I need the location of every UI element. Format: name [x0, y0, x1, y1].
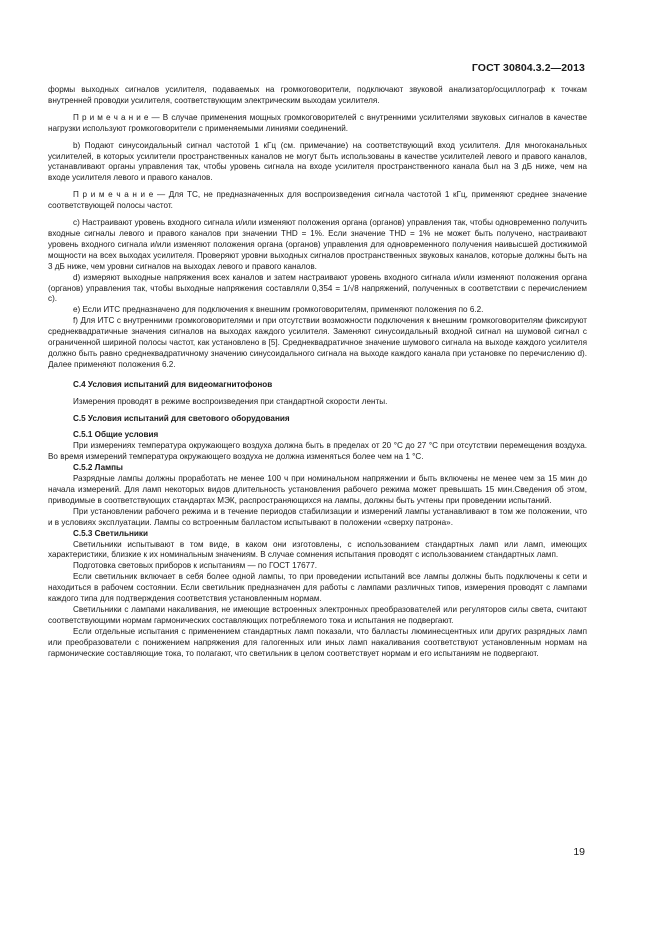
- paragraph: Светильники испытывают в том виде, в каком они изготовлены, с использованием стандартных ламп или ламп, имеющих характеристики, близкие к их номинальным значениям. В случае сомнения испытания проводят с использованием стандартных ламп.: [48, 539, 587, 560]
- section-heading: С.5 Условия испытаний для светового оборудования: [73, 413, 290, 423]
- paragraph: Если светильник включает в себя более одной лампы, то при проведении испытаний все лампы должны быть подключены к сети и находиться в рабочем состоянии. Если светильник предназначен для работы с лампами различных типов, измерения проводят с лампами каждого типа для подтверждения соответствия установленным нормам.: [48, 572, 587, 604]
- paragraph: Если отдельные испытания с применением стандартных ламп показали, что балласты люминесцентных или других разрядных ламп или преобразователи с понижением напряжения для галогенных или иных ламп накаливания соответствуют установленным нормам на гармонические составляющие тока, то полагают, что светильник в целом соответствует нормам и его испытаниям не подвергают.: [48, 626, 587, 658]
- paragraph: c) Настраивают уровень входного сигнала и/или изменяют положения органа (органов) управления так, чтобы одновременно получить входные сигналы левого и правого каналов при значении THD = 1%. Если значение THD = 1% не может быть получено, настраивают уровень входного сигнала и/или изменяют положения органа (органов) управления для одновременного получения наивысшей достижимой мощности на всех выходах усилителя. Проверяют уровни выходных сигналов пространственных звуковых каналов, которые должны быть на 3 дБ ниже, чем уровни сигналов на выходах левого и правого каналов.: [48, 218, 587, 271]
- paragraph: d) измеряют выходные напряжения всех каналов и затем настраивают уровень входного сигнала и/или изменяют положения органа (органов) управления так, чтобы выходные напряжения составляли 0,354 = 1/√8 напряжений, полученных в соответствии с перечислением c).: [48, 272, 587, 304]
- paragraph: f) Для ИТС с внутренними громкоговорителями и при отсутствии возможности подключения к внешним громкоговорителям фиксируют среднеквадратичные значения сигналов на выходах каждого усилителя. Заменяют синусоидальный входной сигнал на шумовой сигнал с ограниченной шириной полосы частот, как установлено в [5]. Среднеквадратичное значение шумового сигнала на выходе каждого усилителя должно быть равно среднеквадратичному значению синусоидального сигнала на выходе каждого канала при установке по перечислению d). Далее применяют положения 6.2.: [48, 316, 587, 369]
- paragraph: При измерениях температура окружающего воздуха должна быть в пределах от 20 °С до 27 °С при отсутствии перемещения воздуха. Во время измерений температура окружающего воздуха не должна изменяться более чем на 1 °С.: [48, 441, 587, 462]
- note-paragraph: П р и м е ч а н и е — В случае применения мощных громкоговорителей с внутренними усилителями звуковых сигналов в качестве нагрузки используют громкоговорители с применяемыми линиями соединений.: [48, 112, 587, 133]
- subsection-heading: С.5.3 Светильники: [73, 528, 148, 538]
- paragraph: e) Если ИТС предназначено для подключения к внешним громкоговорителям, применяют положения по 6.2.: [73, 305, 484, 315]
- paragraph: Светильники с лампами накаливания, не имеющие встроенных электронных преобразователей или регуляторов силы света, считают соответствующими нормам гармонических составляющих потребляемого тока и испытания не подвергают.: [48, 604, 587, 625]
- paragraph: формы выходных сигналов усилителя, подаваемых на громкоговорители, подключают звуковой анализатор/осциллограф к точкам внутренней проводки усилителя, соответствующим электрическим выходам усилителя.: [48, 85, 587, 105]
- paragraph: b) Подают синусоидальный сигнал частотой 1 кГц (см. примечание) на соответствующий вход усилителя. Для многоканальных усилителей, в которых усилители пространственных каналов не могут быть использованы в качестве усилителей левого и правого каналов, устанавливают органы управления так, чтобы уровень сигнала на входе усилителя пространственного канала был на 3 дБ ниже, чем на входе усилителя левого и правого каналов.: [48, 140, 587, 183]
- paragraph: Разрядные лампы должны проработать не менее 100 ч при номинальном напряжении и быть включены не менее чем за 15 мин до начала измерений. Для ламп некоторых видов длительность установления рабочего режима может превышать 15 мин.Сведения об этом, приводимые в соответствующих стандартах МЭК, распространяющихся на лампы, должны быть учтены при проведении испытаний.: [48, 474, 587, 505]
- section-heading: С.4 Условия испытаний для видеомагнитофонов: [73, 379, 273, 389]
- document-body: [48, 85, 587, 660]
- standard-header: ГОСТ 30804.3.2—2013: [471, 62, 585, 74]
- subsection-heading: С.5.1 Общие условия: [73, 430, 159, 440]
- page-number: 19: [573, 846, 585, 858]
- note-paragraph: П р и м е ч а н и е — Для ТС, не предназначенных для воспроизведения сигнала частотой 1 кГц, применяют среднее значение соответствующей полосы частот.: [48, 190, 587, 211]
- subsection-heading: С.5.2 Лампы: [73, 463, 123, 473]
- paragraph: Подготовка световых приборов к испытаниям — по ГОСТ 17677.: [73, 561, 317, 571]
- paragraph: Измерения проводят в режиме воспроизведения при стандартной скорости ленты.: [73, 396, 388, 406]
- paragraph: При установлении рабочего режима и в течение периодов стабилизации и измерений лампы устанавливают в том же положении, что и в условиях эксплуатации. Лампы со встроенным балластом испытывают в положении «сверху патрона».: [48, 506, 587, 527]
